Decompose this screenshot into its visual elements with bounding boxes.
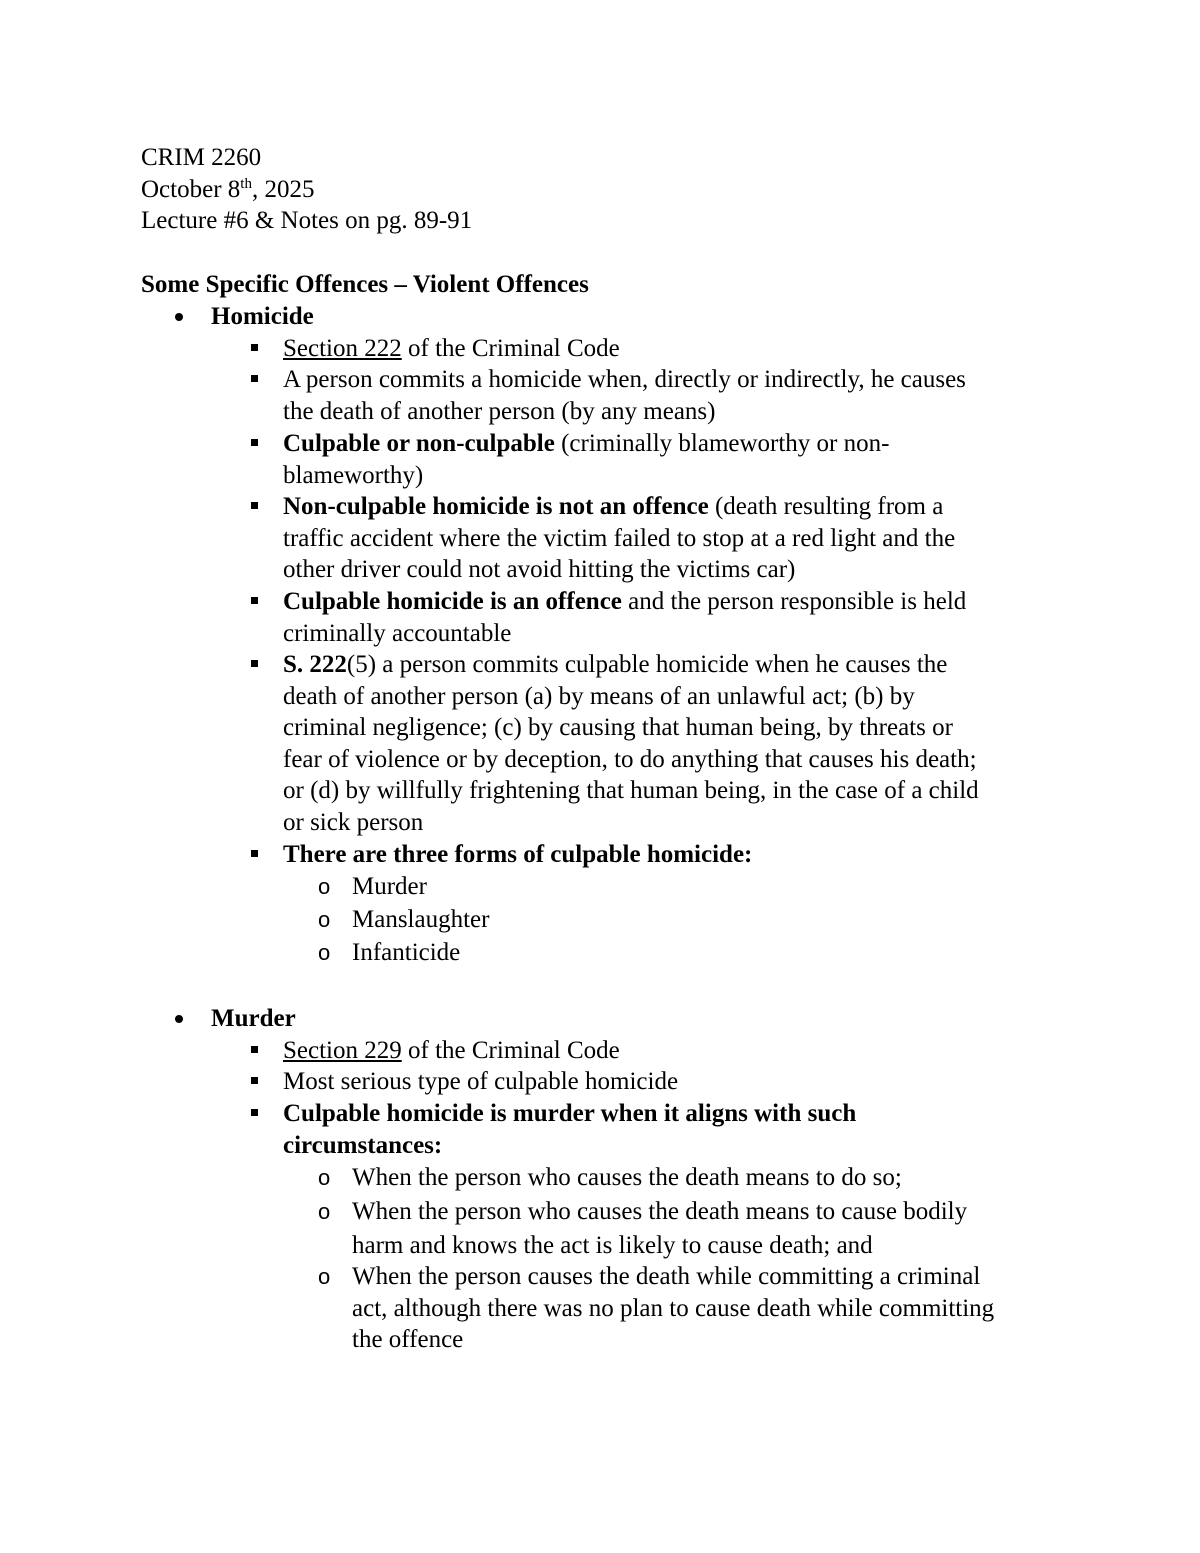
list-item [283, 586, 1053, 649]
list-item-text: harm and knows the act is likely to cause death; and [352, 1231, 873, 1259]
lecture-title: Lecture #6 & Notes on pg. 89-91 [141, 207, 473, 235]
date-year: , 2025 [251, 175, 315, 203]
list-item-bold: circumstances: [283, 1131, 443, 1159]
bullet-circle-icon: o [318, 940, 331, 965]
bullet-circle-icon: o [318, 1264, 331, 1289]
bullet-square-icon [251, 502, 258, 509]
sub-list-item [318, 1196, 1062, 1261]
section-222-link: Section 222 [283, 335, 402, 362]
form-manslaughter: Manslaughter [352, 906, 490, 933]
bullet-square-icon [251, 1109, 258, 1116]
list-item-text: criminally accountable [283, 619, 512, 647]
list-item [283, 428, 1053, 491]
murder-title: Murder [211, 1005, 296, 1032]
list-item-text: other driver could not avoid hitting the victims car) [283, 556, 796, 584]
lecture-date [141, 174, 1081, 206]
form-infanticide: Infanticide [352, 939, 461, 966]
list-item-bold: Culpable homicide is murder when it aligns with such [283, 1100, 857, 1127]
list-item-text: fear of violence or by deception, to do anything that causes his death; [283, 745, 977, 773]
bullet-square-icon [251, 597, 258, 604]
list-item [283, 1098, 1053, 1161]
bullet-dot-icon [175, 1015, 183, 1023]
list-item-bold: Culpable homicide is an offence [283, 588, 622, 615]
date-ordinal: th [240, 175, 252, 192]
form-murder: Murder [352, 873, 427, 900]
list-item-text: When the person who causes the death means to do so; [352, 1164, 902, 1191]
sub-list-item [318, 871, 1062, 903]
list-item [283, 649, 1053, 839]
list-item [283, 364, 1053, 427]
list-item-text: When the person who causes the death means to cause bodily [352, 1198, 968, 1225]
list-item-text: criminal negligence; (c) by causing that human being, by threats or [283, 714, 953, 742]
bullet-square-icon [251, 375, 258, 382]
list-item-text: blameworthy) [283, 461, 424, 489]
bullet-circle-icon: o [318, 1199, 331, 1224]
course-code: CRIM 2260 [141, 144, 262, 171]
list-item-text: or (d) by willfully frightening that human being, in the case of a child [283, 777, 979, 805]
bullet-square-icon [251, 1077, 258, 1084]
date-text: October 8 [141, 175, 241, 203]
murder-item [211, 1003, 1011, 1035]
list-item [283, 491, 1053, 586]
list-item-bold: S. 222 [283, 651, 347, 678]
list-item-text: A person commits a homicide when, directly or indirectly, he causes [283, 366, 966, 393]
list-item-bold: Culpable or non-culpable [283, 430, 555, 457]
list-item-bold: Non-culpable homicide is not an offence [283, 493, 709, 520]
sub-list-item [318, 937, 1062, 969]
list-item [283, 839, 1053, 871]
sub-list-item [318, 1162, 1062, 1194]
bullet-circle-icon: o [318, 1165, 331, 1190]
bullet-circle-icon: o [318, 874, 331, 899]
list-item-text: When the person causes the death while committing a criminal [352, 1263, 981, 1290]
sub-list-item [318, 1261, 1062, 1356]
list-item-text: and the person responsible is held [621, 588, 967, 615]
list-item [283, 1035, 1053, 1067]
bullet-square-icon [251, 344, 258, 351]
section-heading: Some Specific Offences – Violent Offences [141, 271, 589, 298]
sub-list-item [318, 904, 1062, 936]
bullet-square-icon [251, 1046, 258, 1053]
list-item-text: (criminally blameworthy or non- [554, 430, 890, 457]
homicide-title: Homicide [211, 303, 314, 330]
list-item [283, 1066, 1053, 1098]
list-item-text: (death resulting from a [708, 493, 944, 520]
list-item-text: traffic accident where the victim failed to stop at a red light and the [283, 524, 956, 552]
list-item [283, 333, 1053, 365]
homicide-item [211, 301, 1011, 333]
list-item-text: act, although there was no plan to cause death while committing [352, 1294, 995, 1322]
list-item-text: (5) a person commits culpable homicide when he causes the [346, 651, 948, 678]
bullet-square-icon [251, 439, 258, 446]
bullet-square-icon [251, 660, 258, 667]
list-item-text: death of another person (a) by means of an unlawful act; (b) by [283, 682, 915, 710]
list-item-text: or sick person [283, 808, 424, 836]
list-item-text: of the Criminal Code [401, 1037, 620, 1064]
note-header [141, 142, 1081, 237]
bullet-circle-icon: o [318, 907, 331, 932]
list-item-text: Most serious type of culpable homicide [283, 1068, 679, 1095]
list-item-text: the death of another person (by any means) [283, 397, 716, 425]
bullet-dot-icon [175, 313, 183, 321]
list-item-text: the offence [352, 1326, 464, 1354]
bullet-square-icon [251, 850, 258, 857]
section-229-link: Section 229 [283, 1037, 402, 1064]
list-item-bold: There are three forms of culpable homicide: [283, 841, 753, 868]
list-item-text: of the Criminal Code [401, 335, 620, 362]
